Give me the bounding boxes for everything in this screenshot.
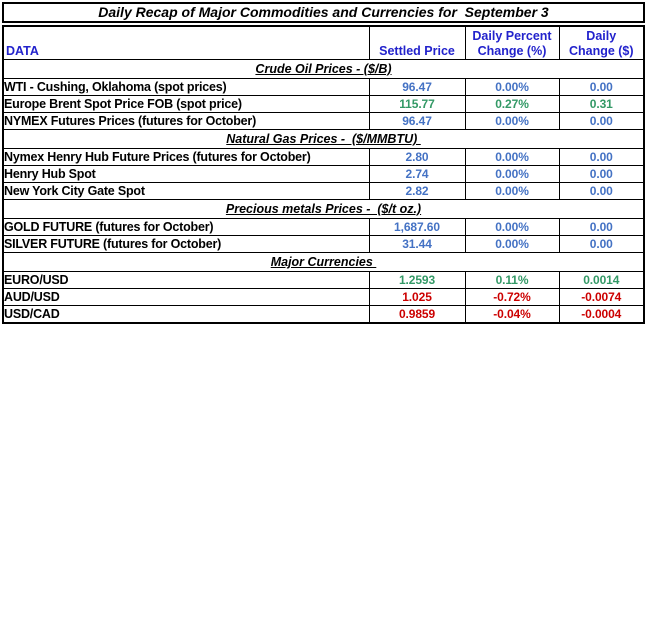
row-label: Henry Hub Spot — [3, 166, 369, 183]
table-row — [3, 289, 644, 306]
settled-price-cell: 96.47 — [369, 113, 465, 130]
section-header-cell — [3, 60, 644, 79]
row-label: SILVER FUTURE (futures for October) — [3, 236, 369, 253]
report-title: Daily Recap of Major Commodities and Currencies for September 3 — [2, 2, 645, 23]
percent-change-cell: 0.00% — [465, 149, 559, 166]
dollar-change-cell: 0.00 — [559, 219, 644, 236]
column-header-row — [3, 26, 644, 60]
section-header-label: Precious metals Prices - ($/t oz.) — [225, 202, 422, 216]
table-row — [3, 79, 644, 96]
section-header-cell — [3, 130, 644, 149]
settled-price-cell: 2.80 — [369, 149, 465, 166]
percent-change-cell: 0.00% — [465, 113, 559, 130]
dollar-change-cell: 0.00 — [559, 236, 644, 253]
table-row — [3, 306, 644, 324]
settled-price-cell: 1,687.60 — [369, 219, 465, 236]
section-header-label: Natural Gas Prices - ($/MMBTU) — [226, 132, 421, 146]
dollar-change-cell: -0.0004 — [559, 306, 644, 324]
dollar-change-cell: 0.00 — [559, 113, 644, 130]
settled-price-cell: 96.47 — [369, 79, 465, 96]
settled-price-cell: 1.025 — [369, 289, 465, 306]
dollar-change-cell: 0.31 — [559, 96, 644, 113]
section-header-row — [3, 253, 644, 272]
row-label: EURO/USD — [3, 272, 369, 289]
table-row — [3, 149, 644, 166]
settled-price-cell: 2.82 — [369, 183, 465, 200]
row-label: WTI - Cushing, Oklahoma (spot prices) — [3, 79, 369, 96]
section-header-row — [3, 60, 644, 79]
table-row — [3, 272, 644, 289]
settled-price-cell: 115.77 — [369, 96, 465, 113]
settled-price-cell: 1.2593 — [369, 272, 465, 289]
percent-change-cell: -0.72% — [465, 289, 559, 306]
settled-price-cell: 2.74 — [369, 166, 465, 183]
table-row — [3, 113, 644, 130]
percent-change-cell: 0.00% — [465, 166, 559, 183]
table-row — [3, 96, 644, 113]
percent-change-cell: 0.27% — [465, 96, 559, 113]
commodities-currencies-table — [2, 25, 645, 324]
section-header-row — [3, 130, 644, 149]
section-header-label: Major Currencies — [270, 255, 377, 269]
dollar-change-cell: 0.00 — [559, 79, 644, 96]
column-header-daily-percent-change: Daily Percent Change (%) — [465, 26, 559, 60]
table-row — [3, 236, 644, 253]
section-header-row — [3, 200, 644, 219]
row-label: Nymex Henry Hub Future Prices (futures for October) — [3, 149, 369, 166]
row-label: New York City Gate Spot — [3, 183, 369, 200]
section-header-cell — [3, 200, 644, 219]
section-header-cell — [3, 253, 644, 272]
column-header-daily-change: Daily Change ($) — [559, 26, 644, 60]
dollar-change-cell: 0.00 — [559, 149, 644, 166]
dollar-change-cell: 0.00 — [559, 166, 644, 183]
row-label: USD/CAD — [3, 306, 369, 324]
table-row — [3, 166, 644, 183]
column-header-settled-price: Settled Price — [369, 26, 465, 60]
table-row — [3, 183, 644, 200]
percent-change-cell: 0.00% — [465, 219, 559, 236]
recap-table-container — [2, 2, 645, 324]
settled-price-cell: 0.9859 — [369, 306, 465, 324]
percent-change-cell: 0.00% — [465, 79, 559, 96]
dollar-change-cell: 0.0014 — [559, 272, 644, 289]
table-row — [3, 219, 644, 236]
table-body — [3, 60, 644, 324]
row-label: NYMEX Futures Prices (futures for October) — [3, 113, 369, 130]
percent-change-cell: -0.04% — [465, 306, 559, 324]
column-header-data: DATA — [3, 26, 369, 60]
row-label: AUD/USD — [3, 289, 369, 306]
settled-price-cell: 31.44 — [369, 236, 465, 253]
percent-change-cell: 0.00% — [465, 183, 559, 200]
section-header-label: Crude Oil Prices - ($/B) — [255, 62, 392, 76]
dollar-change-cell: 0.00 — [559, 183, 644, 200]
row-label: Europe Brent Spot Price FOB (spot price) — [3, 96, 369, 113]
percent-change-cell: 0.00% — [465, 236, 559, 253]
row-label: GOLD FUTURE (futures for October) — [3, 219, 369, 236]
percent-change-cell: 0.11% — [465, 272, 559, 289]
dollar-change-cell: -0.0074 — [559, 289, 644, 306]
